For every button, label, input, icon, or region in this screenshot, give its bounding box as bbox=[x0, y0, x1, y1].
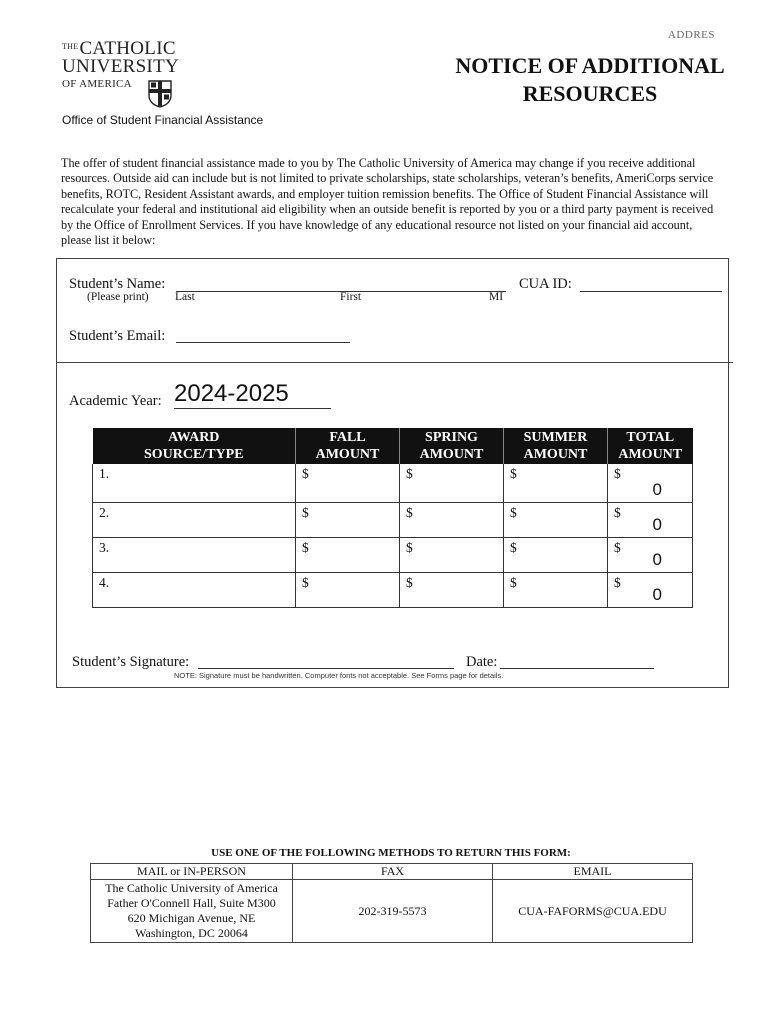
award-source-cell[interactable]: 3. bbox=[93, 537, 296, 572]
title-line1: NOTICE OF ADDITIONAL bbox=[455, 53, 725, 78]
award-table bbox=[92, 428, 693, 608]
summer-amount-cell[interactable]: $ bbox=[504, 572, 608, 607]
logo-line1: CATHOLIC bbox=[79, 38, 176, 59]
middle-initial-label: MI bbox=[489, 291, 504, 303]
date-label: Date: bbox=[466, 654, 498, 670]
student-email-label: Student’s Email: bbox=[69, 328, 166, 344]
currency-symbol: $ bbox=[614, 539, 621, 555]
currency-symbol: $ bbox=[614, 574, 621, 590]
fall-amount-cell[interactable]: $ bbox=[296, 502, 400, 537]
box-divider bbox=[56, 362, 733, 363]
intro-paragraph: The offer of student financial assistance made to you by The Catholic University of America may change if you receive additional resources. Outside aid can include but is not limited to private scholarships, state scholarships, veteran’s benefits, AmeriCorps service benefits, ROTC, Resident Assistant awards, and employer tuition remission benefits. The Office of Student Financial Assistance will recalculate your federal and institutional aid eligibility when an outside benefit is reported by you or a third party payment is received by the Office of Enrollment Services. If you have knowledge of any educational resource not listed on your financial aid account, please list it below: bbox=[61, 156, 714, 248]
title-line2: RESOURCES bbox=[522, 81, 658, 106]
header-summer-amount: SUMMER AMOUNT bbox=[504, 428, 608, 464]
header-award-source: AWARD SOURCE/TYPE bbox=[93, 428, 296, 464]
please-print-label: (Please print) bbox=[87, 291, 149, 303]
signature-note: NOTE: Signature must be handwritten. Computer fonts not acceptable. See Forms page for details. bbox=[174, 671, 504, 680]
total-amount-value: 0 bbox=[652, 584, 662, 604]
return-methods-table bbox=[90, 863, 693, 943]
cua-id-label: CUA ID: bbox=[519, 276, 572, 292]
return-methods-title: USE ONE OF THE FOLLOWING METHODS TO RETURN THIS FORM: bbox=[211, 847, 571, 859]
last-name-label: Last bbox=[175, 291, 195, 303]
spring-amount-cell[interactable]: $ bbox=[400, 464, 504, 502]
mail-address: The Catholic University of America Father O'Connell Hall, Suite M300 620 Michigan Avenue, NE Washington, DC 20064 bbox=[91, 880, 293, 943]
total-amount-cell[interactable] bbox=[608, 502, 693, 537]
spring-amount-cell[interactable]: $ bbox=[400, 572, 504, 607]
header-fax: FAX bbox=[293, 864, 493, 880]
summer-amount-cell[interactable]: $ bbox=[504, 464, 608, 502]
table-row bbox=[93, 572, 693, 607]
signature-field[interactable] bbox=[198, 668, 454, 669]
total-amount-value: 0 bbox=[652, 549, 662, 569]
cua-id-field[interactable] bbox=[580, 291, 722, 292]
award-source-cell[interactable]: 1. bbox=[93, 464, 296, 502]
table-row bbox=[93, 464, 693, 502]
fall-amount-cell[interactable]: $ bbox=[296, 464, 400, 502]
fall-amount-cell[interactable]: $ bbox=[296, 572, 400, 607]
summer-amount-cell[interactable]: $ bbox=[504, 502, 608, 537]
signature-label: Student’s Signature: bbox=[72, 654, 190, 670]
date-field[interactable] bbox=[500, 668, 654, 669]
award-source-cell[interactable]: 4. bbox=[93, 572, 296, 607]
total-amount-cell[interactable] bbox=[608, 537, 693, 572]
logo-line2: UNIVERSITY bbox=[62, 56, 179, 77]
first-name-label: First bbox=[340, 291, 362, 303]
corner-label: ADDRES bbox=[667, 29, 715, 41]
header-spring-amount: SPRING AMOUNT bbox=[400, 428, 504, 464]
table-row bbox=[93, 537, 693, 572]
email-address: CUA-FAFORMS@CUA.EDU bbox=[493, 880, 693, 943]
academic-year-value[interactable]: 2024-2025 bbox=[174, 380, 289, 407]
summer-amount-cell[interactable]: $ bbox=[504, 537, 608, 572]
office-name: Office of Student Financial Assistance bbox=[62, 113, 264, 127]
table-row bbox=[93, 502, 693, 537]
academic-year-label: Academic Year: bbox=[69, 393, 162, 409]
spring-amount-cell[interactable]: $ bbox=[400, 537, 504, 572]
shield-icon bbox=[148, 80, 172, 108]
total-amount-value: 0 bbox=[652, 514, 662, 534]
total-amount-value: 0 bbox=[652, 479, 662, 499]
total-amount-cell[interactable] bbox=[608, 572, 693, 607]
spring-amount-cell[interactable]: $ bbox=[400, 502, 504, 537]
logo-line3: OF AMERICA bbox=[62, 78, 132, 90]
university-logo bbox=[62, 38, 192, 110]
page-title bbox=[440, 52, 740, 108]
student-email-field[interactable] bbox=[176, 342, 350, 343]
header-mail: MAIL or IN-PERSON bbox=[91, 864, 293, 880]
total-amount-cell[interactable] bbox=[608, 464, 693, 502]
logo-the: THE bbox=[62, 42, 79, 51]
header-fall-amount: FALL AMOUNT bbox=[296, 428, 400, 464]
award-table-header bbox=[93, 428, 693, 464]
fax-number: 202-319-5573 bbox=[293, 880, 493, 943]
student-name-label: Student’s Name: bbox=[69, 276, 166, 292]
header-email: EMAIL bbox=[493, 864, 693, 880]
award-source-cell[interactable]: 2. bbox=[93, 502, 296, 537]
currency-symbol: $ bbox=[614, 504, 621, 520]
fall-amount-cell[interactable]: $ bbox=[296, 537, 400, 572]
academic-year-line bbox=[174, 408, 331, 409]
currency-symbol: $ bbox=[614, 466, 621, 481]
header-total-amount: TOTAL AMOUNT bbox=[608, 428, 693, 464]
